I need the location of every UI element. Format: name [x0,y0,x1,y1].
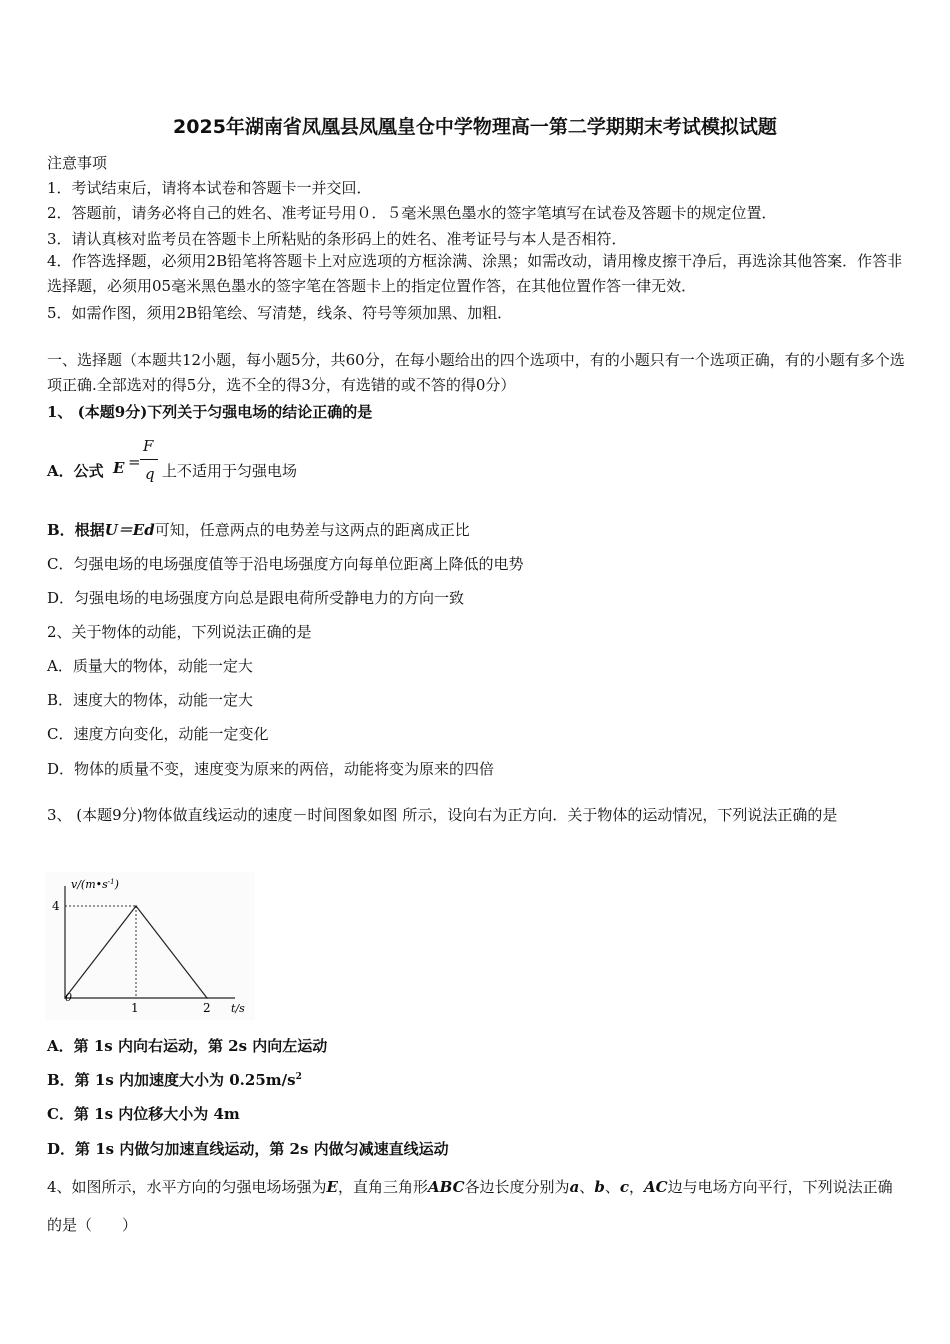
y-axis-label: $v/(m•s^{-1})$ [71,878,119,891]
x-axis-label: t/s [231,1002,245,1015]
q3-option-c: C．第 1s 内位移大小为 4m [47,1105,240,1123]
section-heading: 一、选择题（本题共12小题，每小题5分，共60分，在每小题给出的四个选项中，有的小题只有一个选项正确，有的小题有多个选项正确.全部选对的得5分，选不全的得3分，有选错的或不答的得0分） [47,351,905,394]
q1-option-d: D．匀强电场的电场强度方向总是跟电荷所受静电力的方向一致 [47,589,465,607]
velocity-point [135,905,137,907]
notice-item: 2．答题前，请务必将自己的姓名、准考证号用０．５毫米黑色墨水的签字笔填写在试卷及答题卡的规定位置． [47,204,777,222]
x-tick-label: 1 [131,1001,139,1015]
x-tick-label: 0 [65,991,72,1004]
q3-option-b: B．第 1s 内加速度大小为 $0.25m/s^2$ [47,1071,302,1089]
q1-option-c: C．匀强电场的电场强度值等于沿电场强度方向每单位距离上降低的电势 [47,555,524,573]
formula-e-equals-f-over-q: E = F q [115,437,165,487]
q2-option-c: C．速度方向变化，动能一定变化 [47,725,269,743]
question-3-stem: 3、 (本题9分)物体做直线运动的速度－时间图象如图 所示，设向右为正方向．关于物体的运动情况，下列说法正确的是 [47,806,838,824]
q2-option-a: A．质量大的物体，动能一定大 [47,657,253,675]
notice-item: 3．请认真核对监考员在答题卡上所粘贴的条形码上的姓名、准考证号与本人是否相符． [47,230,627,248]
y-tick-label: 4 [52,899,60,913]
notice-item: 5．如需作图，须用2B铅笔绘、写清楚，线条、符号等须加黑、加粗． [47,304,513,322]
q3-option-d: D．第 1s 内做匀加速直线运动，第 2s 内做匀减速直线运动 [47,1140,449,1158]
question-4-stem: 4、如图所示，水平方向的匀强电场场强为E，直角三角形ABC各边长度分别为a、b、c，AC边与电场方向平行，下列说法正确的是（ ） [47,1178,893,1234]
q1-option-a: A．公式 [47,462,104,480]
question-1-stem: 1、 (本题9分)下列关于匀强电场的结论正确的是 [47,403,373,421]
q1-option-b: B．根据U＝Ed可知，任意两点的电势差与这两点的距离成正比 [47,521,470,539]
notice-item: 4．作答选择题，必须用2B铅笔将答题卡上对应选项的方框涂满、涂黑；如需改动，请用橡皮擦干净后，再选涂其他答案．作答非选择题，必须用05毫米黑色墨水的签字笔在答题卡上的指定位置作答，在其他位置作答一律无效． [47,252,903,295]
page-title: 2025年湖南省凤凰县凤凰皇仓中学物理高一第二学期期末考试模拟试题 [173,116,777,138]
q2-option-b: B．速度大的物体，动能一定大 [47,691,254,709]
x-tick-label: 2 [203,1001,211,1015]
notice-item: 1．考试结束后，请将本试卷和答题卡一并交回． [47,179,372,197]
velocity-point [206,997,208,999]
q2-option-d: D．物体的质量不变，速度变为原来的两倍，动能将变为原来的四倍 [47,760,495,778]
velocity-time-graph [45,872,255,1020]
q3-option-a: A．第 1s 内向右运动，第 2s 内向左运动 [47,1037,328,1055]
q1-option-a-suffix: 上不适用于匀强电场 [162,462,298,480]
notice-heading: 注意事项 [47,154,108,172]
question-2-stem: 2、关于物体的动能，下列说法正确的是 [47,623,312,641]
